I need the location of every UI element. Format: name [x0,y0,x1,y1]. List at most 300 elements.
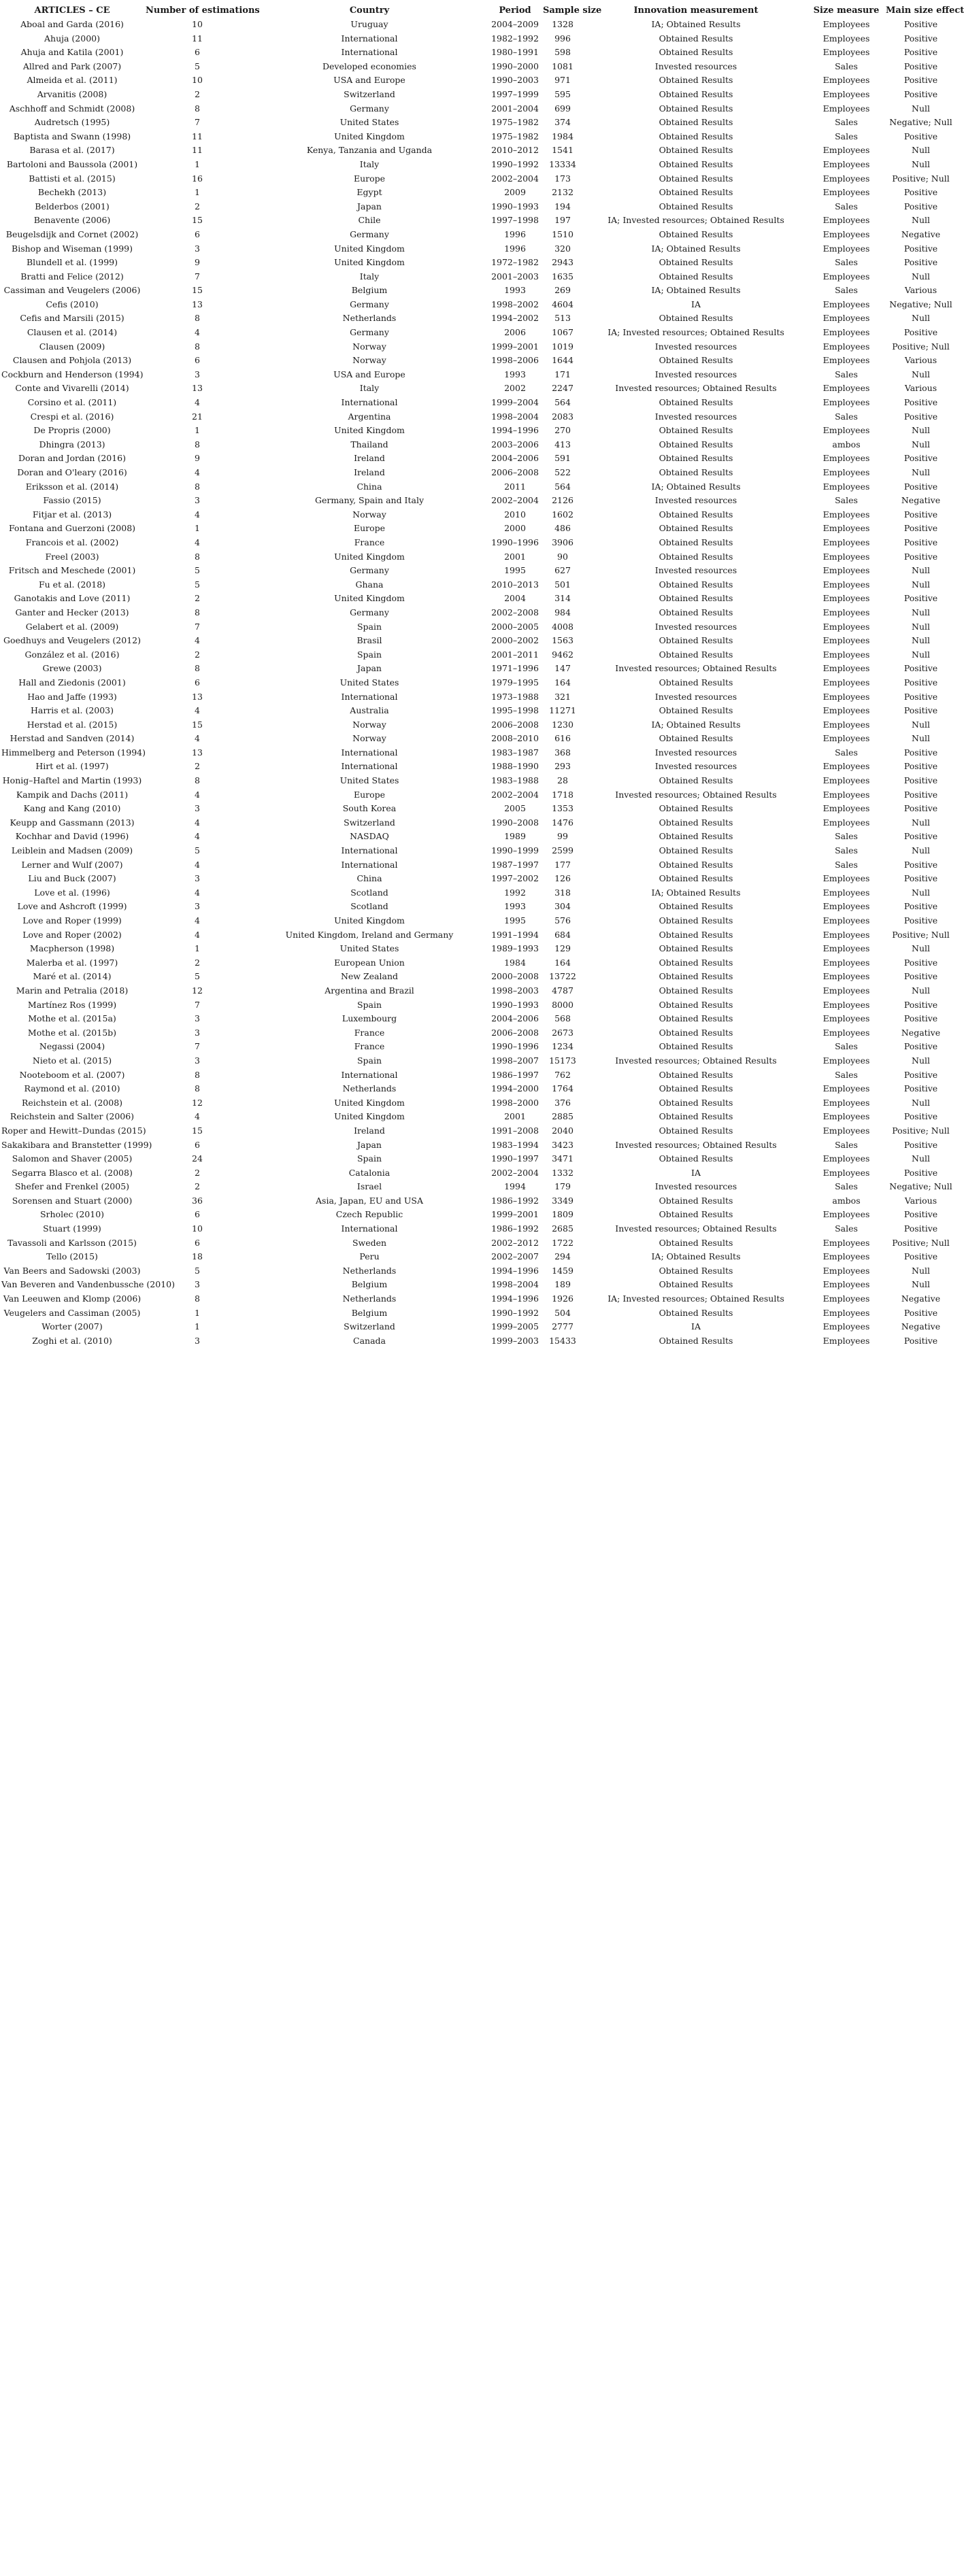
size-measure-cell: Employees [822,383,870,394]
estimations-cell: 1 [195,943,200,954]
innovation-measurement-cell: Obtained Results [659,33,733,44]
article-cell: Harris et al. (2003) [30,705,114,716]
estimations-cell: 4 [195,789,200,800]
article-cell: Grewe (2003) [42,663,102,674]
main-size-effect-cell: Negative [901,495,941,506]
main-size-effect-cell: Null [912,887,930,898]
main-size-effect-cell: Null [912,817,930,828]
article-cell: Nooteboom et al. (2007) [19,1069,125,1080]
article-cell: Love and Ashcroft (1999) [17,901,127,912]
innovation-measurement-cell: Invested resources; Obtained Results [615,1055,777,1066]
country-cell: Norway [352,733,386,744]
innovation-measurement-cell: Obtained Results [659,271,733,282]
sample-size-cell: 564 [554,481,571,492]
article-cell: Kochhar and David (1996) [15,831,129,842]
size-measure-cell: Sales [835,1181,858,1192]
table-row [0,1320,957,1334]
table-row [0,928,957,943]
sample-size-cell: 15433 [549,1335,576,1346]
article-cell: Liu and Buck (2007) [28,873,116,884]
period-cell: 1994–1996 [491,1293,539,1304]
article-cell: Francois et al. (2002) [25,537,119,547]
size-measure-cell: Employees [822,649,870,660]
table-row [0,340,957,354]
country-cell: United Kingdom [334,1111,405,1122]
table-row [0,942,957,956]
main-size-effect-cell: Positive [903,1083,938,1094]
article-cell: Fritsch and Meschede (2001) [8,565,136,576]
country-cell: Thailand [350,439,388,450]
sample-size-cell: 413 [554,439,571,450]
article-cell: Negassi (2004) [39,1041,105,1052]
innovation-measurement-cell: Obtained Results [659,228,733,239]
period-cell: 1983–1994 [491,1139,539,1150]
period-cell: 1994 [504,1181,526,1192]
period-cell: 1990–1992 [491,158,539,169]
table-row [0,46,957,60]
table-row [0,116,957,130]
size-measure-cell: Employees [822,103,870,114]
column-header-period: Period [499,5,531,16]
table-row [0,914,957,928]
size-measure-cell: Employees [822,1335,870,1346]
sample-size-cell: 368 [554,747,571,758]
estimations-cell: 7 [195,117,200,128]
innovation-measurement-cell: Obtained Results [659,915,733,926]
article-cell: Nieto et al. (2015) [32,1055,112,1066]
period-cell: 1993 [504,285,526,296]
size-measure-cell: Employees [822,1167,870,1178]
period-cell: 1973–1988 [491,691,539,702]
sample-size-cell: 1459 [552,1265,574,1276]
table-row [0,1334,957,1349]
main-size-effect-cell: Positive [903,257,938,268]
main-size-effect-cell: Positive [903,537,938,547]
estimations-cell: 8 [195,663,200,674]
estimations-cell: 36 [192,1195,203,1206]
estimations-cell: 8 [195,439,200,450]
sample-size-cell: 996 [554,33,571,44]
main-size-effect-cell: Null [912,943,930,954]
size-measure-cell: Employees [822,1055,870,1066]
period-cell: 1990–2003 [491,75,539,86]
country-cell: Chile [358,215,381,226]
main-size-effect-cell: Positive [903,201,938,211]
main-size-effect-cell: Positive; Null [892,173,950,184]
main-size-effect-cell: Positive [903,873,938,884]
size-measure-cell: Employees [822,341,870,352]
article-cell: Herstad et al. (2015) [27,719,118,730]
estimations-cell: 3 [195,495,200,506]
main-size-effect-cell: Negative [901,228,941,239]
estimations-cell: 16 [192,173,203,184]
size-measure-cell: Employees [822,635,870,646]
period-cell: 1995–1998 [491,705,539,716]
sample-size-cell: 374 [554,117,571,128]
size-measure-cell: Employees [822,1027,870,1038]
country-cell: United States [339,677,399,688]
main-size-effect-cell: Negative [901,1293,941,1304]
size-measure-cell: Employees [822,915,870,926]
article-cell: Freel (2003) [45,551,99,562]
country-cell: Ghana [355,579,384,590]
country-cell: Germany [350,607,389,617]
main-size-effect-cell: Positive [903,1307,938,1318]
estimations-cell: 9 [195,257,200,268]
table-row [0,256,957,270]
column-header-country: Country [349,5,390,16]
table-row [0,270,957,284]
table-row [0,606,957,620]
sample-size-cell: 616 [554,733,571,744]
column-header-estimations: Number of estimations [146,5,260,16]
table-row [0,858,957,872]
table-row [0,774,957,788]
article-cell: Audretsch (1995) [34,117,110,128]
column-header-sample-size: Sample size [543,5,602,16]
sample-size-cell: 1722 [552,1237,574,1248]
size-measure-cell: Employees [822,523,870,534]
table-row [0,690,957,705]
estimations-cell: 10 [192,1223,203,1234]
sample-size-cell: 189 [554,1279,571,1290]
size-measure-cell: Sales [835,61,858,71]
estimations-cell: 8 [195,313,200,324]
innovation-measurement-cell: Invested resources [654,369,737,379]
size-measure-cell: Employees [822,509,870,520]
estimations-cell: 4 [195,831,200,842]
main-size-effect-cell: Various [904,1195,937,1206]
country-cell: Europe [353,173,386,184]
estimations-cell: 13 [192,299,203,309]
table-row [0,1040,957,1054]
main-size-effect-cell: Positive [903,1223,938,1234]
size-measure-cell: Employees [822,537,870,547]
estimations-cell: 12 [192,1097,203,1108]
estimations-cell: 1 [195,523,200,534]
size-measure-cell: Employees [822,1265,870,1276]
period-cell: 2001 [504,1111,526,1122]
period-cell: 2002–2012 [491,1237,539,1248]
estimations-cell: 6 [195,355,200,366]
article-cell: Bratti and Felice (2012) [20,271,124,282]
estimations-cell: 2 [195,649,200,660]
innovation-measurement-cell: Obtained Results [659,1069,733,1080]
article-cell: Hirt et al. (1997) [35,761,109,772]
country-cell: Canada [353,1335,386,1346]
innovation-measurement-cell: Obtained Results [659,467,733,477]
table-body [0,18,957,1348]
period-cell: 1999–2003 [491,1335,539,1346]
period-cell: 1990–1992 [491,1307,539,1318]
estimations-cell: 2 [195,88,200,99]
period-cell: 1994–1996 [491,1265,539,1276]
sample-size-cell: 1602 [552,509,574,520]
period-cell: 1990–1997 [491,1153,539,1164]
sample-size-cell: 501 [554,579,571,590]
size-measure-cell: Employees [822,999,870,1010]
period-cell: 1997–1999 [491,88,539,99]
table-row [0,1110,957,1124]
size-measure-cell: Sales [835,257,858,268]
main-size-effect-cell: Positive [903,47,938,58]
main-size-effect-cell: Null [912,467,930,477]
article-cell: Tello (2015) [46,1251,98,1262]
column-header-size-measure: Size measure [813,5,880,16]
estimations-cell: 15 [192,1125,203,1136]
estimations-cell: 4 [195,929,200,940]
size-measure-cell: Employees [822,481,870,492]
country-cell: Catalonia [348,1167,390,1178]
article-cell: Fu et al. (2018) [38,579,106,590]
table-row [0,1152,957,1166]
country-cell: Ireland [354,1125,385,1136]
estimations-cell: 8 [195,607,200,617]
article-cell: Mothe et al. (2015b) [27,1027,117,1038]
article-cell: Keupp and Gassmann (2013) [10,817,135,828]
estimations-cell: 6 [195,677,200,688]
estimations-cell: 4 [195,509,200,520]
sample-size-cell: 11271 [549,705,576,716]
sample-size-cell: 3423 [552,1139,574,1150]
country-cell: Europe [353,789,386,800]
period-cell: 1997–2002 [491,873,539,884]
size-measure-cell: Employees [822,145,870,156]
estimations-cell: 4 [195,733,200,744]
innovation-measurement-cell: Obtained Results [659,845,733,856]
country-cell: Australia [350,705,389,716]
article-cell: Cefis and Marsili (2015) [20,313,124,324]
innovation-measurement-cell: Obtained Results [659,1111,733,1122]
estimations-cell: 4 [195,817,200,828]
table-row [0,1278,957,1292]
main-size-effect-cell: Null [912,985,930,996]
article-cell: Shefer and Frenkel (2005) [14,1181,130,1192]
estimations-cell: 5 [195,565,200,576]
main-size-effect-cell: Positive; Null [892,341,950,352]
table-row [0,200,957,214]
table-row [0,872,957,886]
sample-size-cell: 2083 [552,411,574,422]
estimations-cell: 8 [195,775,200,786]
period-cell: 1991–2008 [491,1125,539,1136]
country-cell: United Kingdom [334,257,405,268]
innovation-measurement-cell: Invested resources [654,761,737,772]
size-measure-cell: Employees [822,1293,870,1304]
article-cell: Baptista and Swann (1998) [13,131,131,141]
innovation-measurement-cell: IA; Obtained Results [651,719,741,730]
main-size-effect-cell: Positive [903,789,938,800]
table-row [0,214,957,228]
estimations-cell: 15 [192,719,203,730]
table-row [0,970,957,984]
main-size-effect-cell: Null [912,1055,930,1066]
main-size-effect-cell: Null [912,1265,930,1276]
innovation-measurement-cell: Obtained Results [659,75,733,86]
article-cell: Himmelberg and Peterson (1994) [1,747,146,758]
period-cell: 2002–2004 [491,173,539,184]
country-cell: Europe [353,523,386,534]
estimations-cell: 3 [195,1055,200,1066]
sample-size-cell: 13722 [549,971,576,982]
country-cell: Germany [350,228,389,239]
article-cell: Raymond et al. (2010) [24,1083,120,1094]
country-cell: France [354,1027,385,1038]
estimations-cell: 1 [195,1321,200,1332]
innovation-measurement-cell: Obtained Results [659,103,733,114]
estimations-cell: 1 [195,425,200,436]
innovation-measurement-cell: IA; Obtained Results [651,481,741,492]
period-cell: 1998–2006 [491,355,539,366]
innovation-measurement-cell: Obtained Results [659,677,733,688]
innovation-measurement-cell: Obtained Results [659,873,733,884]
article-cell: Van Beveren and Vandenbussche (2010) [1,1279,175,1290]
period-cell: 2000 [504,523,526,534]
country-cell: Japan [357,663,382,674]
sample-size-cell: 1926 [552,1293,574,1304]
table-row [0,676,957,690]
period-cell: 2001 [504,551,526,562]
sample-size-cell: 564 [554,397,571,408]
size-measure-cell: Employees [822,803,870,814]
main-size-effect-cell: Null [912,719,930,730]
innovation-measurement-cell: Obtained Results [659,859,733,870]
period-cell: 2002–2004 [491,495,539,506]
sample-size-cell: 513 [554,313,571,324]
article-cell: Love and Roper (1999) [22,915,122,926]
country-cell: International [341,1223,398,1234]
country-cell: International [341,747,398,758]
sample-size-cell: 314 [554,593,571,604]
sample-size-cell: 1353 [552,803,574,814]
size-measure-cell: Employees [822,243,870,254]
estimations-cell: 24 [192,1153,203,1164]
sample-size-cell: 4604 [552,299,574,309]
innovation-measurement-cell: IA; Invested resources; Obtained Results [608,327,784,338]
main-size-effect-cell: Positive [903,19,938,29]
table-row [0,354,957,368]
innovation-measurement-cell: Obtained Results [659,439,733,450]
main-size-effect-cell: Positive [903,971,938,982]
main-size-effect-cell: Null [912,621,930,632]
main-size-effect-cell: Positive [903,1209,938,1220]
period-cell: 1990–1996 [491,1041,539,1052]
innovation-measurement-cell: Invested resources [654,341,737,352]
table-row [0,760,957,774]
table-row [0,1292,957,1306]
main-size-effect-cell: Positive [903,88,938,99]
table-row [0,1236,957,1251]
country-cell: Uruguay [350,19,388,29]
article-cell: Gelabert et al. (2009) [25,621,119,632]
main-size-effect-cell: Positive [903,705,938,716]
estimations-cell: 2 [195,1181,200,1192]
sample-size-cell: 1081 [552,61,574,71]
period-cell: 1997–1998 [491,215,539,226]
main-size-effect-cell: Negative; Null [889,299,952,309]
table-row [0,718,957,732]
country-cell: Switzerland [344,1321,395,1332]
size-measure-cell: Sales [835,285,858,296]
article-cell: Kang and Kang (2010) [23,803,121,814]
table-row [0,32,957,46]
period-cell: 2006–2008 [491,467,539,477]
table-row [0,704,957,718]
size-measure-cell: Employees [822,1153,870,1164]
sample-size-cell: 522 [554,467,571,477]
sample-size-cell: 1718 [552,789,574,800]
sample-size-cell: 2599 [552,845,574,856]
country-cell: Norway [352,355,386,366]
sample-size-cell: 598 [554,47,571,58]
size-measure-cell: Employees [822,173,870,184]
article-cell: Love and Roper (2002) [22,929,122,940]
size-measure-cell: Sales [835,411,858,422]
sample-size-cell: 2247 [552,383,574,394]
country-cell: Peru [359,1251,380,1262]
country-cell: Italy [359,158,380,169]
country-cell: United Kingdom [334,243,405,254]
estimations-cell: 8 [195,1083,200,1094]
innovation-measurement-cell: Invested resources [654,411,737,422]
main-size-effect-cell: Various [904,355,937,366]
sample-size-cell: 1230 [552,719,574,730]
country-cell: Belgium [351,1279,388,1290]
sample-size-cell: 1328 [552,19,574,29]
innovation-measurement-cell: IA [691,1167,701,1178]
article-cell: Veugelers and Cassiman (2005) [3,1307,141,1318]
innovation-measurement-cell: Obtained Results [659,607,733,617]
size-measure-cell: Employees [822,985,870,996]
table-row [0,620,957,634]
innovation-measurement-cell: Obtained Results [659,453,733,464]
innovation-measurement-cell: IA; Obtained Results [651,887,741,898]
sample-size-cell: 4787 [552,985,574,996]
estimations-cell: 4 [195,887,200,898]
article-cell: Benavente (2006) [33,215,111,226]
main-size-effect-cell: Positive; Null [892,1125,950,1136]
sample-size-cell: 13334 [549,158,576,169]
article-cell: Zoghi et al. (2010) [32,1335,112,1346]
size-measure-cell: Employees [822,313,870,324]
innovation-measurement-cell: IA [691,299,701,309]
innovation-measurement-cell: Obtained Results [659,1083,733,1094]
size-measure-cell: Employees [822,887,870,898]
estimations-cell: 13 [192,747,203,758]
table-row [0,242,957,256]
estimations-cell: 2 [195,957,200,968]
main-size-effect-cell: Null [912,1153,930,1164]
estimations-cell: 10 [192,75,203,86]
innovation-measurement-cell: Obtained Results [659,929,733,940]
innovation-measurement-cell: Obtained Results [659,803,733,814]
table-row [0,508,957,522]
size-measure-cell: Employees [822,775,870,786]
period-cell: 2004 [504,593,526,604]
sample-size-cell: 90 [557,551,568,562]
table-row [0,984,957,998]
article-cell: Fontana and Guerzoni (2008) [8,523,136,534]
size-measure-cell: Employees [822,929,870,940]
main-size-effect-cell: Positive [903,75,938,86]
table-row [0,143,957,158]
country-cell: United Kingdom [334,593,405,604]
estimations-cell: 8 [195,341,200,352]
table-row [0,1194,957,1208]
country-cell: Asia, Japan, EU and USA [316,1195,423,1206]
sample-size-cell: 1541 [552,145,574,156]
size-measure-cell: Employees [822,719,870,730]
